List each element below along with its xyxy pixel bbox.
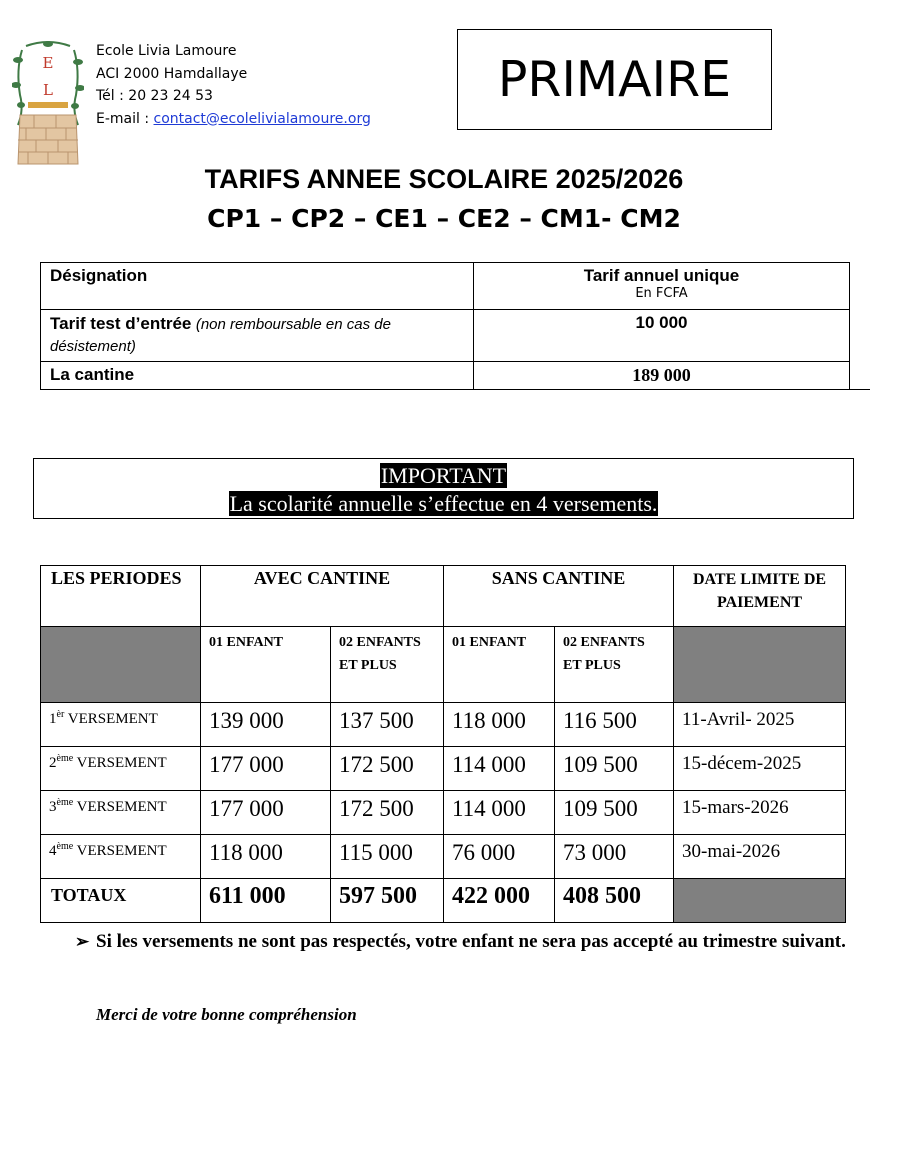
school-name: Ecole Livia Lamoure xyxy=(96,43,237,59)
svg-text:E: E xyxy=(42,54,54,72)
school-contact-block xyxy=(96,40,371,130)
amount-cell: 172 500 xyxy=(331,791,444,835)
subheader-cell: 02 ENFANTS ET PLUS xyxy=(555,627,674,703)
amount-cell: 118 000 xyxy=(444,703,555,747)
period-label: 3ème VERSEMENT xyxy=(41,791,201,835)
schedule-row xyxy=(41,747,846,791)
important-notice xyxy=(33,458,854,519)
amount-cell: 177 000 xyxy=(201,791,331,835)
fees-row-value: 10 000 xyxy=(474,310,850,362)
level-box xyxy=(457,29,772,130)
total-cell: 408 500 xyxy=(555,879,674,923)
level-label: PRIMAIRE xyxy=(497,51,732,108)
amount-cell: 109 500 xyxy=(555,791,674,835)
page-title: TARIFS ANNEE SCOLAIRE 2025/2026 xyxy=(204,164,684,194)
email-link[interactable]: contact@ecolelivialamoure.org xyxy=(153,110,371,127)
fees-header-row xyxy=(41,263,850,310)
totals-row xyxy=(41,879,846,923)
amount-cell: 118 000 xyxy=(201,835,331,879)
deadline-cell: 15-mars-2026 xyxy=(674,791,846,835)
total-cell: 611 000 xyxy=(201,879,331,923)
fees-row xyxy=(41,362,850,390)
header-with-canteen: AVEC CANTINE xyxy=(201,566,444,627)
school-phone: Tél : 20 23 24 53 xyxy=(96,88,213,104)
amount-cell: 137 500 xyxy=(331,703,444,747)
fees-row xyxy=(41,310,850,362)
amount-cell: 115 000 xyxy=(331,835,444,879)
thanks-text: Merci de votre bonne compréhension xyxy=(96,1005,357,1024)
amount-cell: 73 000 xyxy=(555,835,674,879)
arrow-bullet-icon: ➢ xyxy=(75,932,90,951)
schedule-subheader-row xyxy=(41,627,846,703)
payment-warning xyxy=(75,926,855,958)
deadline-cell: 15-décem-2025 xyxy=(674,747,846,791)
table-divider xyxy=(850,389,870,390)
school-address: ACI 2000 Hamdallaye xyxy=(96,65,248,82)
fees-header-designation: Désignation xyxy=(41,263,474,310)
important-title: IMPORTANT xyxy=(380,463,507,488)
total-cell: 422 000 xyxy=(444,879,555,923)
schedule-header-row xyxy=(41,566,846,627)
amount-cell: 114 000 xyxy=(444,747,555,791)
subheader-cell: 01 ENFANT xyxy=(444,627,555,703)
grey-cell xyxy=(674,627,846,703)
schedule-row xyxy=(41,835,846,879)
important-text: La scolarité annuelle s’effectue en 4 versements. xyxy=(229,491,658,516)
period-label: 4ème VERSEMENT xyxy=(41,835,201,879)
amount-cell: 109 500 xyxy=(555,747,674,791)
amount-cell: 76 000 xyxy=(444,835,555,879)
fees-row-value: 189 000 xyxy=(474,362,850,390)
subheader-cell: 01 ENFANT xyxy=(201,627,331,703)
period-label: $1^{èr}$ VERSEMENT xyxy=(41,703,201,747)
school-email-line xyxy=(96,108,371,131)
amount-cell: 177 000 xyxy=(201,747,331,791)
email-label: E-mail : xyxy=(96,110,154,127)
grey-cell xyxy=(674,879,846,923)
period-label: 2ème VERSEMENT xyxy=(41,747,201,791)
amount-cell: 139 000 xyxy=(201,703,331,747)
fees-header-tarif: Tarif annuel unique En FCFA xyxy=(474,263,850,310)
schedule-row xyxy=(41,791,846,835)
subheader-cell: 02 ENFANTS ET PLUS xyxy=(331,627,444,703)
fees-row-label: Tarif test d’entrée (non remboursable en cas de désistement) xyxy=(41,310,474,362)
amount-cell: 114 000 xyxy=(444,791,555,835)
school-logo xyxy=(12,40,84,166)
total-cell: 597 500 xyxy=(331,879,444,923)
deadline-cell: 30-mai-2026 xyxy=(674,835,846,879)
amount-cell: 116 500 xyxy=(555,703,674,747)
page-subtitle: CP1 – CP2 – CE1 – CE2 – CM1- CM2 xyxy=(207,204,681,233)
header-periods: LES PERIODES xyxy=(41,566,201,627)
warning-text: Si les versements ne sont pas respectés, votre enfant ne sera pas accepté au trimestre suivant. xyxy=(96,931,846,952)
deadline-cell: 11-Avril- 2025 xyxy=(674,703,846,747)
fees-table xyxy=(40,262,850,390)
payment-schedule-table xyxy=(40,565,846,923)
header-without-canteen: SANS CANTINE xyxy=(444,566,674,627)
amount-cell: 172 500 xyxy=(331,747,444,791)
svg-text:L: L xyxy=(43,81,53,99)
schedule-row xyxy=(41,703,846,747)
header-deadline: DATE LIMITE DE PAIEMENT xyxy=(674,566,846,627)
fees-row-label: La cantine xyxy=(41,362,474,390)
grey-cell xyxy=(41,627,201,703)
totals-label: TOTAUX xyxy=(41,879,201,923)
